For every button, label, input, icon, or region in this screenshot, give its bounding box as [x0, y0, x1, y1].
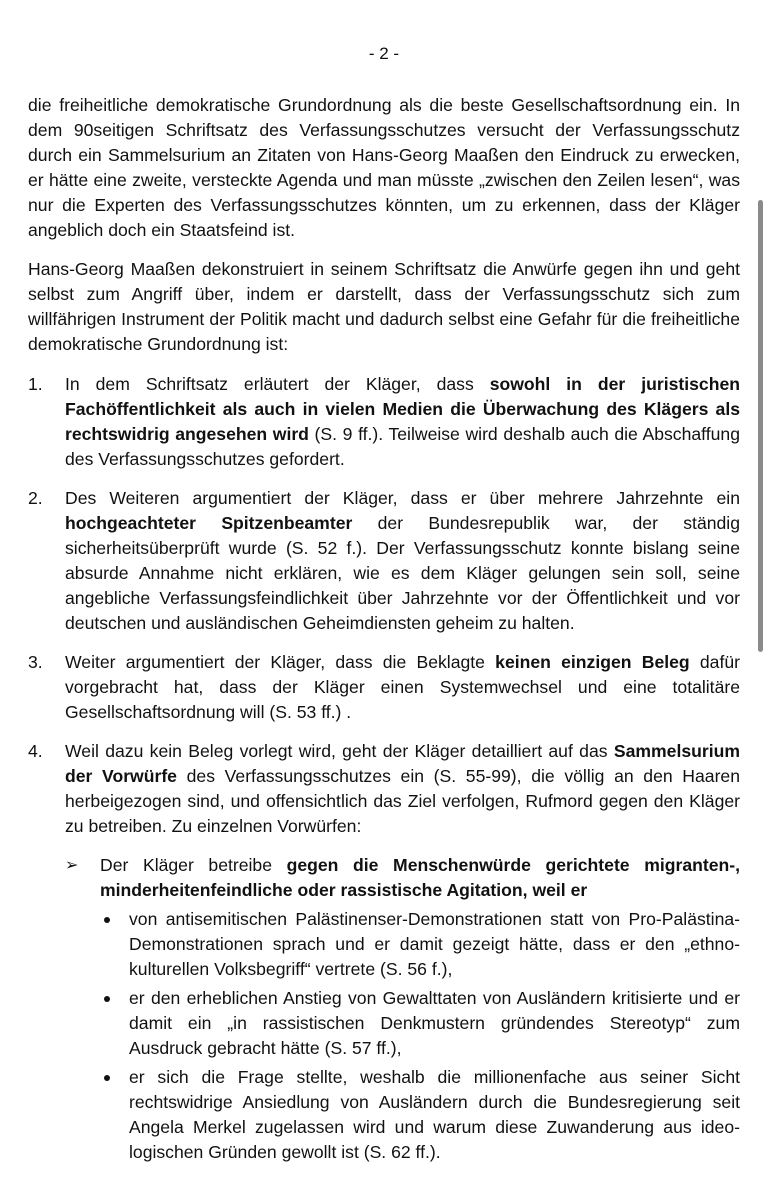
list-item-text: des Verfassungsschutzes ein (S. 55-99), die völlig an den Haaren herbeigezogen sind, und offensichtlich das Ziel verfolgen, Rufmord gegen den Kläger zu betreiben. Zu einzelnen Vorwürfen:	[65, 766, 740, 836]
list-item-text: dafür vorgebracht hat, dass der Kläger einen Systemwechsel und eine totalitäre Gesellschaftsordnung will (S. 53 ff.) .	[65, 652, 740, 722]
arrow-bullet-icon: ➢	[65, 857, 79, 874]
intro-paragraph-1: die freiheitliche demokratische Grundordnung als die beste Gesellschaftsordnung ein. In dem 90seitigen Schriftsatz des Verfassungsschutzes versucht der Verfassungsschutz durch ein Sammelsurium an Zitaten von Hans-Georg Maaßen den Eindruck zu erwecken, er hätte eine zweite, versteckte Agenda und man müsste „zwischen den Zeilen lesen“, was nur die Experten des Verfassungsschutzes könnten, um zu erkennen, dass der Kläger angeblich doch ein Staatsfeind ist.	[28, 95, 740, 240]
intro-paragraph-2: Hans-Georg Maaßen dekonstruiert in seinem Schriftsatz die Anwürfe gegen ihn und geht selbst zum Angriff über, indem er darstellt, dass der Verfassungsschutz sich zum willfährigen Instrument der Politik macht und dadurch selbst eine Gefahr für die freiheitliche demokratische Grundordnung ist:	[28, 259, 740, 354]
list-item-bold-text: hochgeachteter Spitzenbeamter	[65, 513, 353, 533]
bullet-text: von antisemitischen Palästinenser-Demonstrationen statt von Pro-Palästina-Demonstrationen sprach und er damit gezeigt hätte, dass er den „ethno-kulturellen Volksbegriff“ vertrete (S. 56 f.),	[129, 909, 740, 979]
list-item-2	[28, 486, 740, 636]
sub-item-bold-text: gegen die Menschenwürde gerichtete migranten-, minderheitenfeindliche oder rassistische Agitation, weil er	[100, 855, 740, 900]
list-number: 4.	[28, 741, 43, 761]
list-number: 3.	[28, 652, 43, 672]
list-item-3	[28, 650, 740, 725]
list-item-text: Weiter argumentiert der Kläger, dass die Beklagte	[65, 652, 496, 672]
bullet-dot-icon	[104, 996, 110, 1002]
bullet-text: er sich die Frage stellte, weshalb die millionenfache aus seiner Sicht rechtswidrige Ansiedlung von Ausländern durch die Bundesregierung seit Angela Merkel zugelassen wird und warum diese Zuwanderung aus ideologischen Gründen gewollt ist (S. 62 ff.).	[129, 1067, 740, 1162]
sub-item-text: Der Kläger betreibe	[100, 855, 287, 875]
list-item-bold-text: sowohl in der juristischen Fachöffentlichkeit als auch in vielen Medien die Überwachung des Klägers als rechtswidrig angesehen wird	[65, 374, 740, 444]
bullet-item-2	[28, 986, 740, 1061]
list-item-text: (S. 9 ff.). Teilweise wird deshalb auch die Abschaffung des Verfassungsschutzes gefordert.	[65, 424, 740, 469]
list-item-1	[28, 372, 740, 472]
list-item-text: In dem Schriftsatz erläutert der Kläger, dass	[65, 374, 490, 394]
list-number: 1.	[28, 374, 43, 394]
list-item-bold-text: keinen einzigen Beleg	[495, 652, 690, 672]
list-item-4	[28, 739, 740, 839]
scrollbar[interactable]	[758, 200, 763, 652]
list-item-bold-text: Sammelsurium der Vorwürfe	[65, 741, 740, 786]
document-page	[28, 0, 740, 1200]
sub-item-accusation	[28, 853, 740, 903]
list-item-text: Weil dazu kein Beleg vorlegt wird, geht der Kläger detailliert auf das	[65, 741, 614, 761]
bullet-item-3	[28, 1065, 740, 1165]
list-item-text: der Bundesrepublik war, der ständig sicherheitsüberprüft wurde (S. 52 f.). Der Verfassungsschutz konnte bislang seine absurde Annahme nicht erklären, wie es dem Kläger gelungen sein soll, seine angebliche Verfassungsfeindlichkeit über Jahrzehnte vor der Öffentlichkeit und vor deutschen und ausländischen Geheimdiensten geheim zu halten.	[65, 513, 740, 633]
list-number: 2.	[28, 488, 43, 508]
page-number: - 2 -	[368, 44, 400, 63]
bullet-dot-icon	[104, 1075, 110, 1081]
bullet-item-1	[28, 907, 740, 982]
bullet-text: er den erheblichen Anstieg von Gewalttaten von Ausländern kritisierte und er damit ein „in rassistischen Denkmustern gründendes Stereotyp“ zum Ausdruck gebracht hätte (S. 57 ff.),	[129, 988, 740, 1058]
document-body	[28, 93, 740, 1165]
bullet-dot-icon	[104, 917, 110, 923]
list-item-text: Des Weiteren argumentiert der Kläger, dass er über mehrere Jahrzehnte ein	[65, 488, 740, 508]
